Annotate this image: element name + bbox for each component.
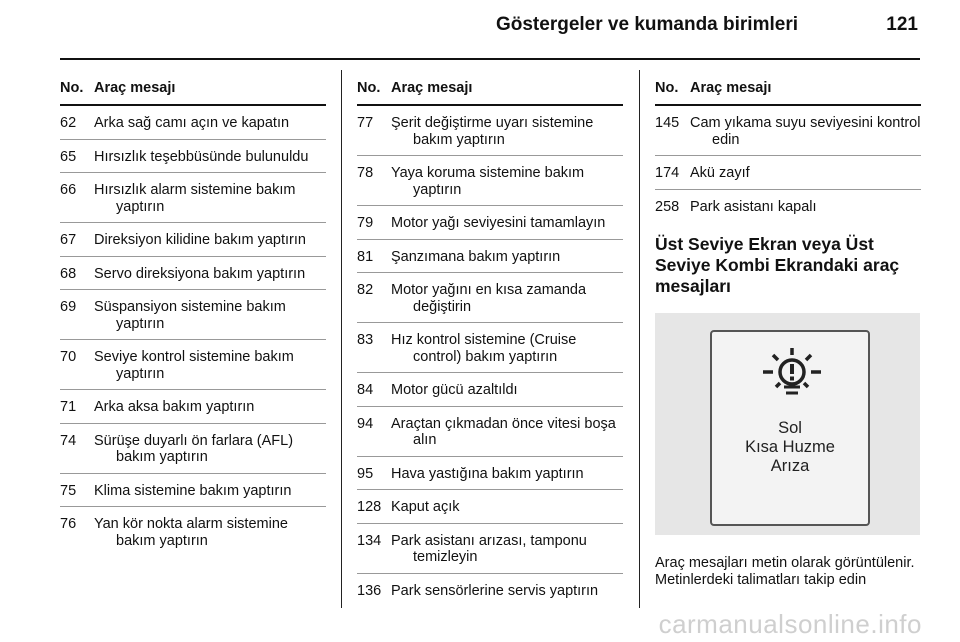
table-row [357, 165, 623, 206]
message-table-column-2 [357, 80, 623, 615]
table-row [357, 416, 623, 457]
message-text: Hırsızlık teşebbüsünde bulunuldu [94, 148, 309, 165]
message-text: Motor gücü azaltıldı [391, 382, 518, 398]
message-number: 134 [357, 532, 382, 549]
message-number: 95 [357, 465, 374, 482]
header-no: No. [655, 80, 679, 96]
message-number: 76 [60, 516, 77, 532]
table-row [60, 433, 326, 474]
message-number: 145 [655, 115, 680, 131]
headlight-warning-icon [759, 346, 825, 402]
table-row [60, 232, 326, 257]
table-row [357, 499, 623, 524]
table-row [60, 349, 326, 390]
column-divider [639, 70, 640, 608]
table-row [655, 115, 921, 156]
table-row [60, 182, 326, 223]
header-no: No. [60, 80, 84, 96]
message-text: Şerit değiştirme uyarı sistemine bakım yaptırın [391, 115, 594, 148]
message-text: Araçtan çıkmadan önce vitesi boşa alın [391, 415, 616, 448]
table-header [357, 80, 623, 106]
message-number: 136 [357, 582, 382, 599]
message-number: 79 [357, 215, 374, 231]
table-row [60, 266, 326, 291]
table-row [655, 199, 921, 223]
display-text-line-2: Kısa Huzme [745, 438, 835, 456]
message-text: Şanzımana bakım yaptırın [391, 248, 561, 265]
message-number: 78 [357, 165, 374, 181]
message-text: Seviye kontrol sistemine bakım yaptırın [94, 349, 294, 382]
message-text: Hız kontrol sistemine (Cruise control) bakım yaptırın [391, 332, 577, 365]
message-number: 74 [60, 432, 77, 449]
message-number: 70 [60, 349, 77, 365]
message-number: 77 [357, 115, 374, 131]
figure-caption: Araç mesajları metin olarak görüntülenir. Metinlerdeki talimatları takip edin [655, 555, 915, 588]
message-text: Motor yağını en kısa zamanda değiştirin [391, 282, 587, 315]
message-text: Arka sağ camı açın ve kapatın [94, 115, 290, 131]
message-number: 81 [357, 248, 374, 265]
message-number: 71 [60, 399, 77, 415]
message-text: Hırsızlık alarm sistemine bakım yaptırın [94, 182, 296, 215]
message-text: Klima sistemine bakım yaptırın [94, 482, 292, 499]
message-text: Kaput açık [391, 499, 460, 515]
table-rows [60, 115, 326, 556]
message-number: 68 [60, 265, 77, 282]
page-number: 121 [886, 14, 918, 35]
table-row [357, 533, 623, 574]
table-header [60, 80, 326, 106]
display-text-line-1: Sol [778, 419, 802, 437]
message-text: Motor yağı seviyesini tamamlayın [391, 215, 606, 231]
message-number: 83 [357, 332, 374, 348]
message-number: 128 [357, 499, 382, 515]
table-row [357, 466, 623, 491]
message-text: Direksiyon kilidine bakım yaptırın [94, 232, 306, 248]
message-number: 84 [357, 382, 374, 398]
header-message: Araç mesajı [690, 80, 772, 96]
message-text: Park asistanı arızası, tamponu temizleyin [391, 532, 587, 565]
message-text: Hava yastığına bakım yaptırın [391, 465, 584, 482]
table-row [655, 165, 921, 190]
table-rows [655, 115, 921, 222]
message-number: 65 [60, 148, 77, 165]
table-row [60, 299, 326, 340]
message-number: 258 [655, 198, 680, 215]
message-table-column-3 [655, 80, 921, 588]
table-row [60, 399, 326, 424]
message-number: 82 [357, 282, 374, 298]
page-header-title: Göstergeler ve kumanda birimleri [495, 14, 798, 35]
watermark: carmanualsonline.info [658, 609, 922, 639]
message-text: Park asistanı kapalı [690, 198, 817, 215]
table-row [357, 583, 623, 607]
message-table-column-1 [60, 80, 326, 565]
header-message: Araç mesajı [391, 80, 473, 96]
section-title: Üst Seviye Ekran veya Üst Seviye Kombi Ekrandaki araç mesajları [655, 234, 900, 296]
message-text: Cam yıkama suyu seviyesini kontrol edin [690, 115, 921, 148]
message-number: 66 [60, 182, 77, 198]
message-text: Akü zayıf [690, 165, 750, 181]
message-number: 62 [60, 115, 77, 131]
table-row [357, 115, 623, 156]
header-rule [60, 58, 920, 60]
table-row [357, 382, 623, 407]
message-number: 75 [60, 482, 77, 499]
table-row [357, 332, 623, 373]
header-message: Araç mesajı [94, 80, 176, 96]
message-text: Sürüşe duyarlı ön farlara (AFL) bakım yaptırın [94, 432, 294, 465]
table-row [60, 516, 326, 556]
message-text: Arka aksa bakım yaptırın [94, 399, 255, 415]
table-row [357, 215, 623, 240]
info-display-screen [710, 330, 870, 526]
message-text: Yan kör nokta alarm sistemine bakım yaptırın [94, 516, 288, 549]
message-text: Süspansiyon sistemine bakım yaptırın [94, 299, 286, 332]
header-no: No. [357, 80, 381, 96]
message-number: 94 [357, 415, 374, 432]
table-row [357, 249, 623, 274]
table-row [60, 149, 326, 174]
message-number: 67 [60, 232, 77, 248]
message-number: 174 [655, 165, 680, 181]
table-row [60, 483, 326, 508]
table-row [60, 115, 326, 140]
message-text: Yaya koruma sistemine bakım yaptırın [391, 165, 585, 198]
table-header [655, 80, 921, 106]
display-illustration [655, 313, 920, 535]
message-text: Servo direksiyona bakım yaptırın [94, 265, 306, 282]
table-rows [357, 115, 623, 606]
column-divider [341, 70, 342, 608]
display-text-line-3: Arıza [770, 457, 810, 475]
message-text: Park sensörlerine servis yaptırın [391, 582, 599, 599]
message-number: 69 [60, 299, 77, 315]
table-row [357, 282, 623, 323]
